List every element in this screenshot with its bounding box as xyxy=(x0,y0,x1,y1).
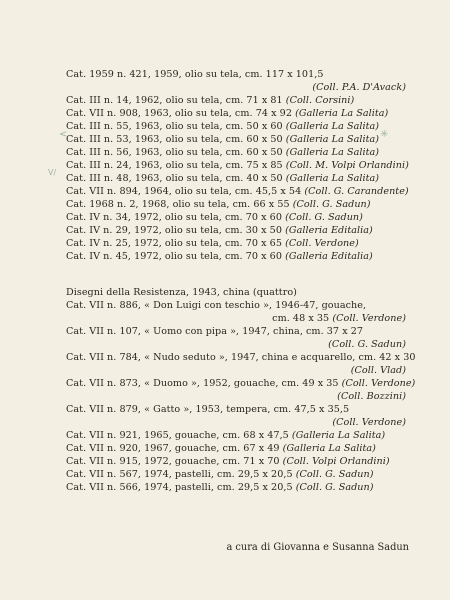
entry-collection: (Coll. Verdone) xyxy=(285,238,359,249)
entry-text: Cat. III n. 14, 1962, olio su tela, cm. 71 x 81 xyxy=(66,95,286,106)
drawing-entry-continuation xyxy=(328,339,406,352)
painting-entry xyxy=(66,199,410,212)
entry-text: Cat. VII n. 567, 1974, pastelli, cm. 29,5 x 20,5 xyxy=(66,469,296,480)
entry-text: Cat. VII n. 784, « Nudo seduto », 1947, china e acquarello, cm. 42 x 30 xyxy=(66,352,416,363)
entry-collection: (Galleria La Salita) xyxy=(282,443,376,454)
drawing-entry xyxy=(66,430,410,443)
drawing-entry-continuation xyxy=(332,417,406,430)
painting-entry xyxy=(66,225,410,238)
painting-entry xyxy=(66,121,410,134)
entry-text: Cat. VII n. 915, 1972, gouache, cm. 71 x 70 xyxy=(66,456,283,467)
drawing-entry xyxy=(66,326,410,339)
pencil-star-icon: ✳ xyxy=(380,129,389,140)
entry-text: Cat. III n. 48, 1963, olio su tela, cm. 40 x 50 xyxy=(66,173,286,184)
entry-text: Cat. VII n. 566, 1974, pastelli, cm. 29,5 x 20,5 xyxy=(66,482,296,493)
drawing-entry-continuation xyxy=(272,313,406,326)
painting-entry xyxy=(66,95,410,108)
entry-text: Cat. 1959 n. 421, 1959, olio su tela, cm. 117 x 101,5 xyxy=(66,69,324,80)
entry-collection: (Coll. G. Sadun) xyxy=(295,469,374,480)
entry-collection: (Coll. G. Carandente) xyxy=(304,186,409,197)
entry-text: cm. 48 x 35 xyxy=(272,313,333,324)
drawing-entry xyxy=(66,378,416,391)
painting-entry xyxy=(66,173,410,186)
painting-entry xyxy=(66,160,410,173)
painting-entry xyxy=(66,212,410,225)
painting-entry-continuation xyxy=(312,82,406,95)
editor-credit: a cura di Giovanna e Susanna Sadun xyxy=(226,542,409,553)
entry-collection: (Galleria Editalia) xyxy=(285,225,373,236)
entry-collection: (Coll. Bozzini) xyxy=(337,391,406,402)
entry-text: Cat. VII n. 886, « Don Luigi con teschio », 1946-47, gouache, xyxy=(66,300,367,311)
drawing-entry xyxy=(66,404,410,417)
entry-text: Cat. 1968 n. 2, 1968, olio su tela, cm. 66 x 55 xyxy=(66,199,293,210)
painting-entry xyxy=(66,69,410,82)
entry-collection: (Coll. P.A. D'Avack) xyxy=(312,82,406,93)
painting-entry xyxy=(66,108,410,121)
entry-text: Cat. VII n. 894, 1964, olio su tela, cm. 45,5 x 54 xyxy=(66,186,305,197)
entry-collection: (Galleria La Salita) xyxy=(285,134,380,145)
entry-text: Cat. IV n. 25, 1972, olio su tela, cm. 70 x 65 xyxy=(66,238,286,249)
entry-text: Cat. VII n. 920, 1967, gouache, cm. 67 x 49 xyxy=(66,443,283,454)
entry-text: Cat. VII n. 879, « Gatto », 1953, tempera, cm. 47,5 x 35,5 xyxy=(66,404,350,415)
drawing-entry-continuation xyxy=(351,365,406,378)
entry-collection: (Galleria La Salita) xyxy=(285,121,380,132)
entry-collection: (Coll. G. Sadun) xyxy=(328,339,406,350)
drawing-entry xyxy=(66,456,410,469)
entry-collection: (Coll. G. Sadun) xyxy=(285,212,363,223)
pencil-mark-icon: < xyxy=(59,129,68,140)
drawing-entry-continuation xyxy=(337,391,406,404)
entry-text: Cat. III n. 56, 1963, olio su tela, cm. 60 x 50 xyxy=(66,147,286,158)
drawing-entry xyxy=(66,443,410,456)
drawing-entry xyxy=(66,352,416,365)
entry-collection: (Coll. G. Sadun) xyxy=(292,199,371,210)
entry-text: Cat. VII n. 107, « Uomo con pipa », 1947, china, cm. 37 x 27 xyxy=(66,326,364,337)
entry-collection: (Coll. Vlad) xyxy=(350,365,406,376)
entry-collection: (Coll. Volpi Orlandini) xyxy=(282,456,390,467)
entry-collection: (Coll. Verdone) xyxy=(341,378,416,389)
drawing-entry xyxy=(66,482,410,495)
entry-text: Cat. III n. 53, 1963, olio su tela, cm. 60 x 50 xyxy=(66,134,286,145)
entry-collection: (Galleria La Salita) xyxy=(291,430,386,441)
drawings-heading: Disegni della Resistenza, 1943, china (quattro) xyxy=(66,287,297,298)
entry-collection: (Coll. Verdone) xyxy=(332,313,406,324)
entry-text: Cat. VII n. 873, « Duomo », 1952, gouache, cm. 49 x 35 xyxy=(66,378,342,389)
entry-collection: (Coll. Corsini) xyxy=(285,95,355,106)
entry-collection: (Coll. Verdone) xyxy=(332,417,406,428)
painting-entry xyxy=(66,238,410,251)
entry-collection: (Galleria La Salita) xyxy=(295,108,389,119)
drawing-entry xyxy=(66,300,410,313)
painting-entry xyxy=(66,134,410,147)
entry-collection: (Galleria La Salita) xyxy=(285,147,380,158)
painting-entry xyxy=(66,251,410,264)
entry-text: Cat. IV n. 29, 1972, olio su tela, cm. 30 x 50 xyxy=(66,225,286,236)
drawing-entry xyxy=(66,469,410,482)
entry-text: Cat. IV n. 45, 1972, olio su tela, cm. 70 x 60 xyxy=(66,251,286,262)
entry-text: Cat. IV n. 34, 1972, olio su tela, cm. 70 x 60 xyxy=(66,212,286,223)
entry-collection: (Coll. G. Sadun) xyxy=(295,482,374,493)
painting-entry xyxy=(66,147,410,160)
entry-collection: (Galleria Editalia) xyxy=(285,251,373,262)
entry-text: Cat. VII n. 921, 1965, gouache, cm. 68 x 47,5 xyxy=(66,430,292,441)
pencil-mark-icon: V/ xyxy=(48,168,57,177)
painting-entry xyxy=(66,186,410,199)
entry-text: Cat. III n. 24, 1963, olio su tela, cm. 75 x 85 xyxy=(66,160,286,171)
entry-text: Cat. III n. 55, 1963, olio su tela, cm. 50 x 60 xyxy=(66,121,286,132)
entry-collection: (Coll. M. Volpi Orlandini) xyxy=(285,160,409,171)
entry-collection: (Galleria La Salita) xyxy=(285,173,380,184)
entry-text: Cat. VII n. 908, 1963, olio su tela, cm. 74 x 92 xyxy=(66,108,296,119)
